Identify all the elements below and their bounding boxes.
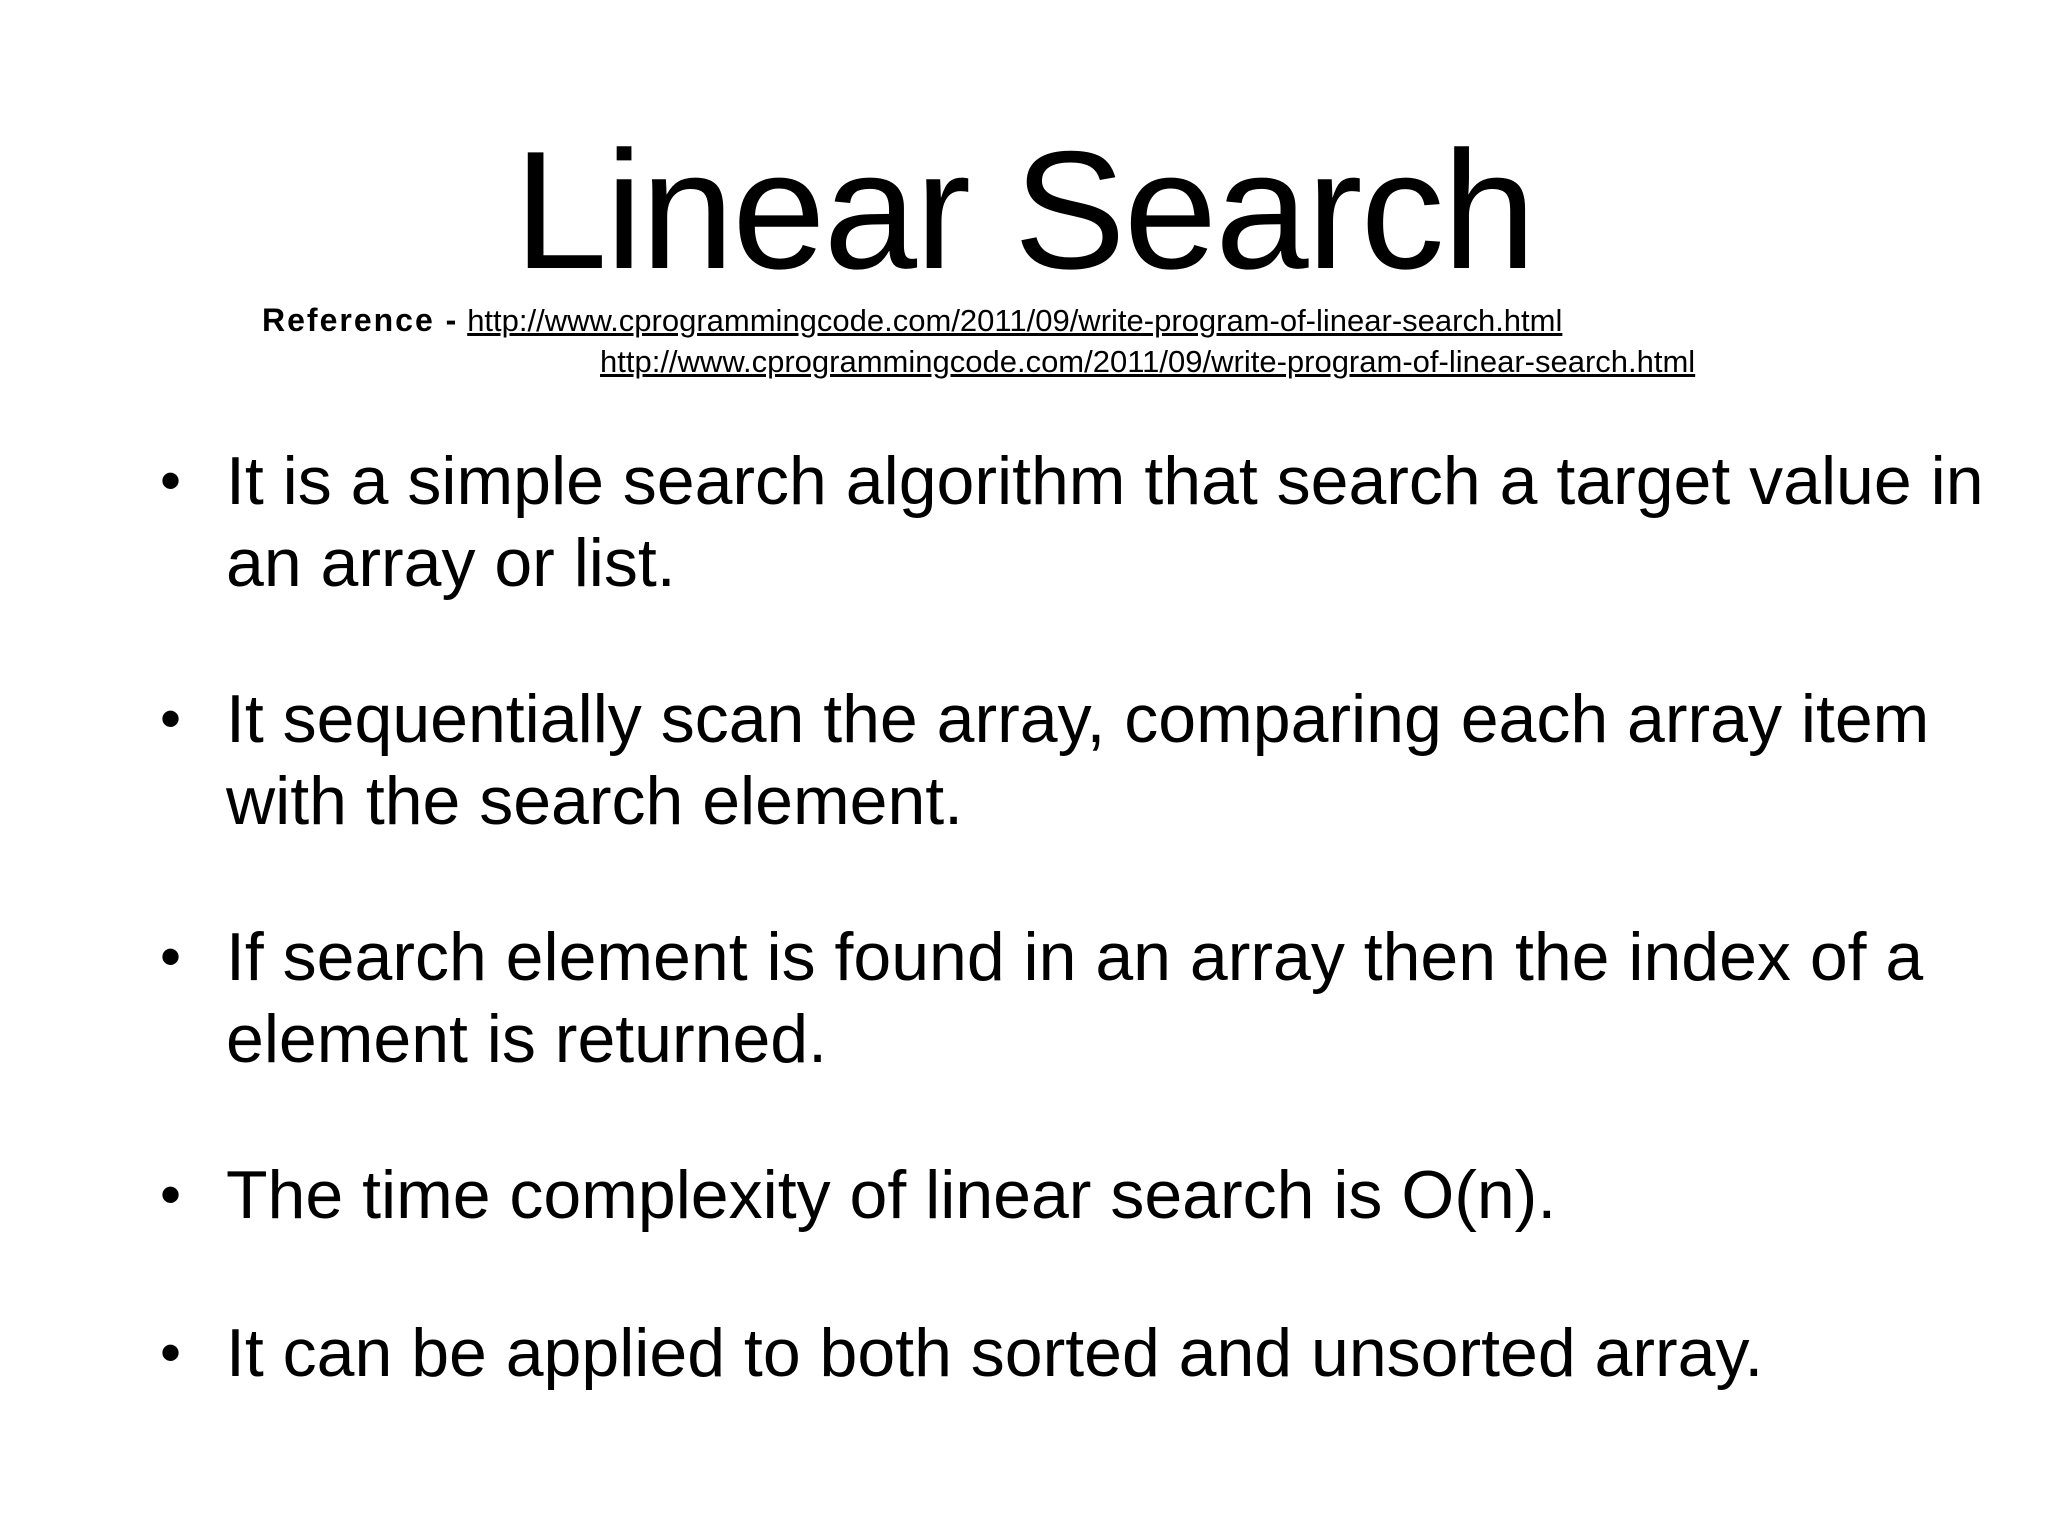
reference-line xyxy=(262,300,1562,340)
slide-title: Linear Search xyxy=(514,116,1534,304)
reference-link-2[interactable]: http://www.cprogrammingcode.com/2011/09/write-program-of-linear-search.html xyxy=(600,344,1696,379)
bullet-text: It sequentially scan the array, comparing each array item with the search element. xyxy=(226,681,1930,839)
bullet-item xyxy=(160,678,1986,842)
bullet-dot: • xyxy=(160,923,182,990)
bullet-item xyxy=(160,440,1986,604)
bullet-item xyxy=(160,916,1986,1080)
reference-line-2 xyxy=(600,342,1695,382)
bullet-text: It is a simple search algorithm that search a target value in an array or list. xyxy=(226,443,1984,601)
reference-label: Reference - xyxy=(262,302,459,338)
bullet-text: It can be applied to both sorted and unsorted array. xyxy=(226,1315,1764,1391)
bullet-item xyxy=(160,1154,1986,1236)
bullet-dot: • xyxy=(160,447,182,514)
reference-link-1[interactable]: http://www.cprogrammingcode.com/2011/09/write-program-of-linear-search.html xyxy=(467,303,1563,338)
bullet-dot: • xyxy=(160,685,182,752)
bullet-text: If search element is found in an array then the index of a element is returned. xyxy=(226,919,1924,1077)
bullet-dot: • xyxy=(160,1319,182,1386)
bullet-text: The time complexity of linear search is O(n). xyxy=(226,1157,1557,1233)
bullet-item xyxy=(160,1312,1986,1394)
bullet-dot: • xyxy=(160,1161,182,1228)
